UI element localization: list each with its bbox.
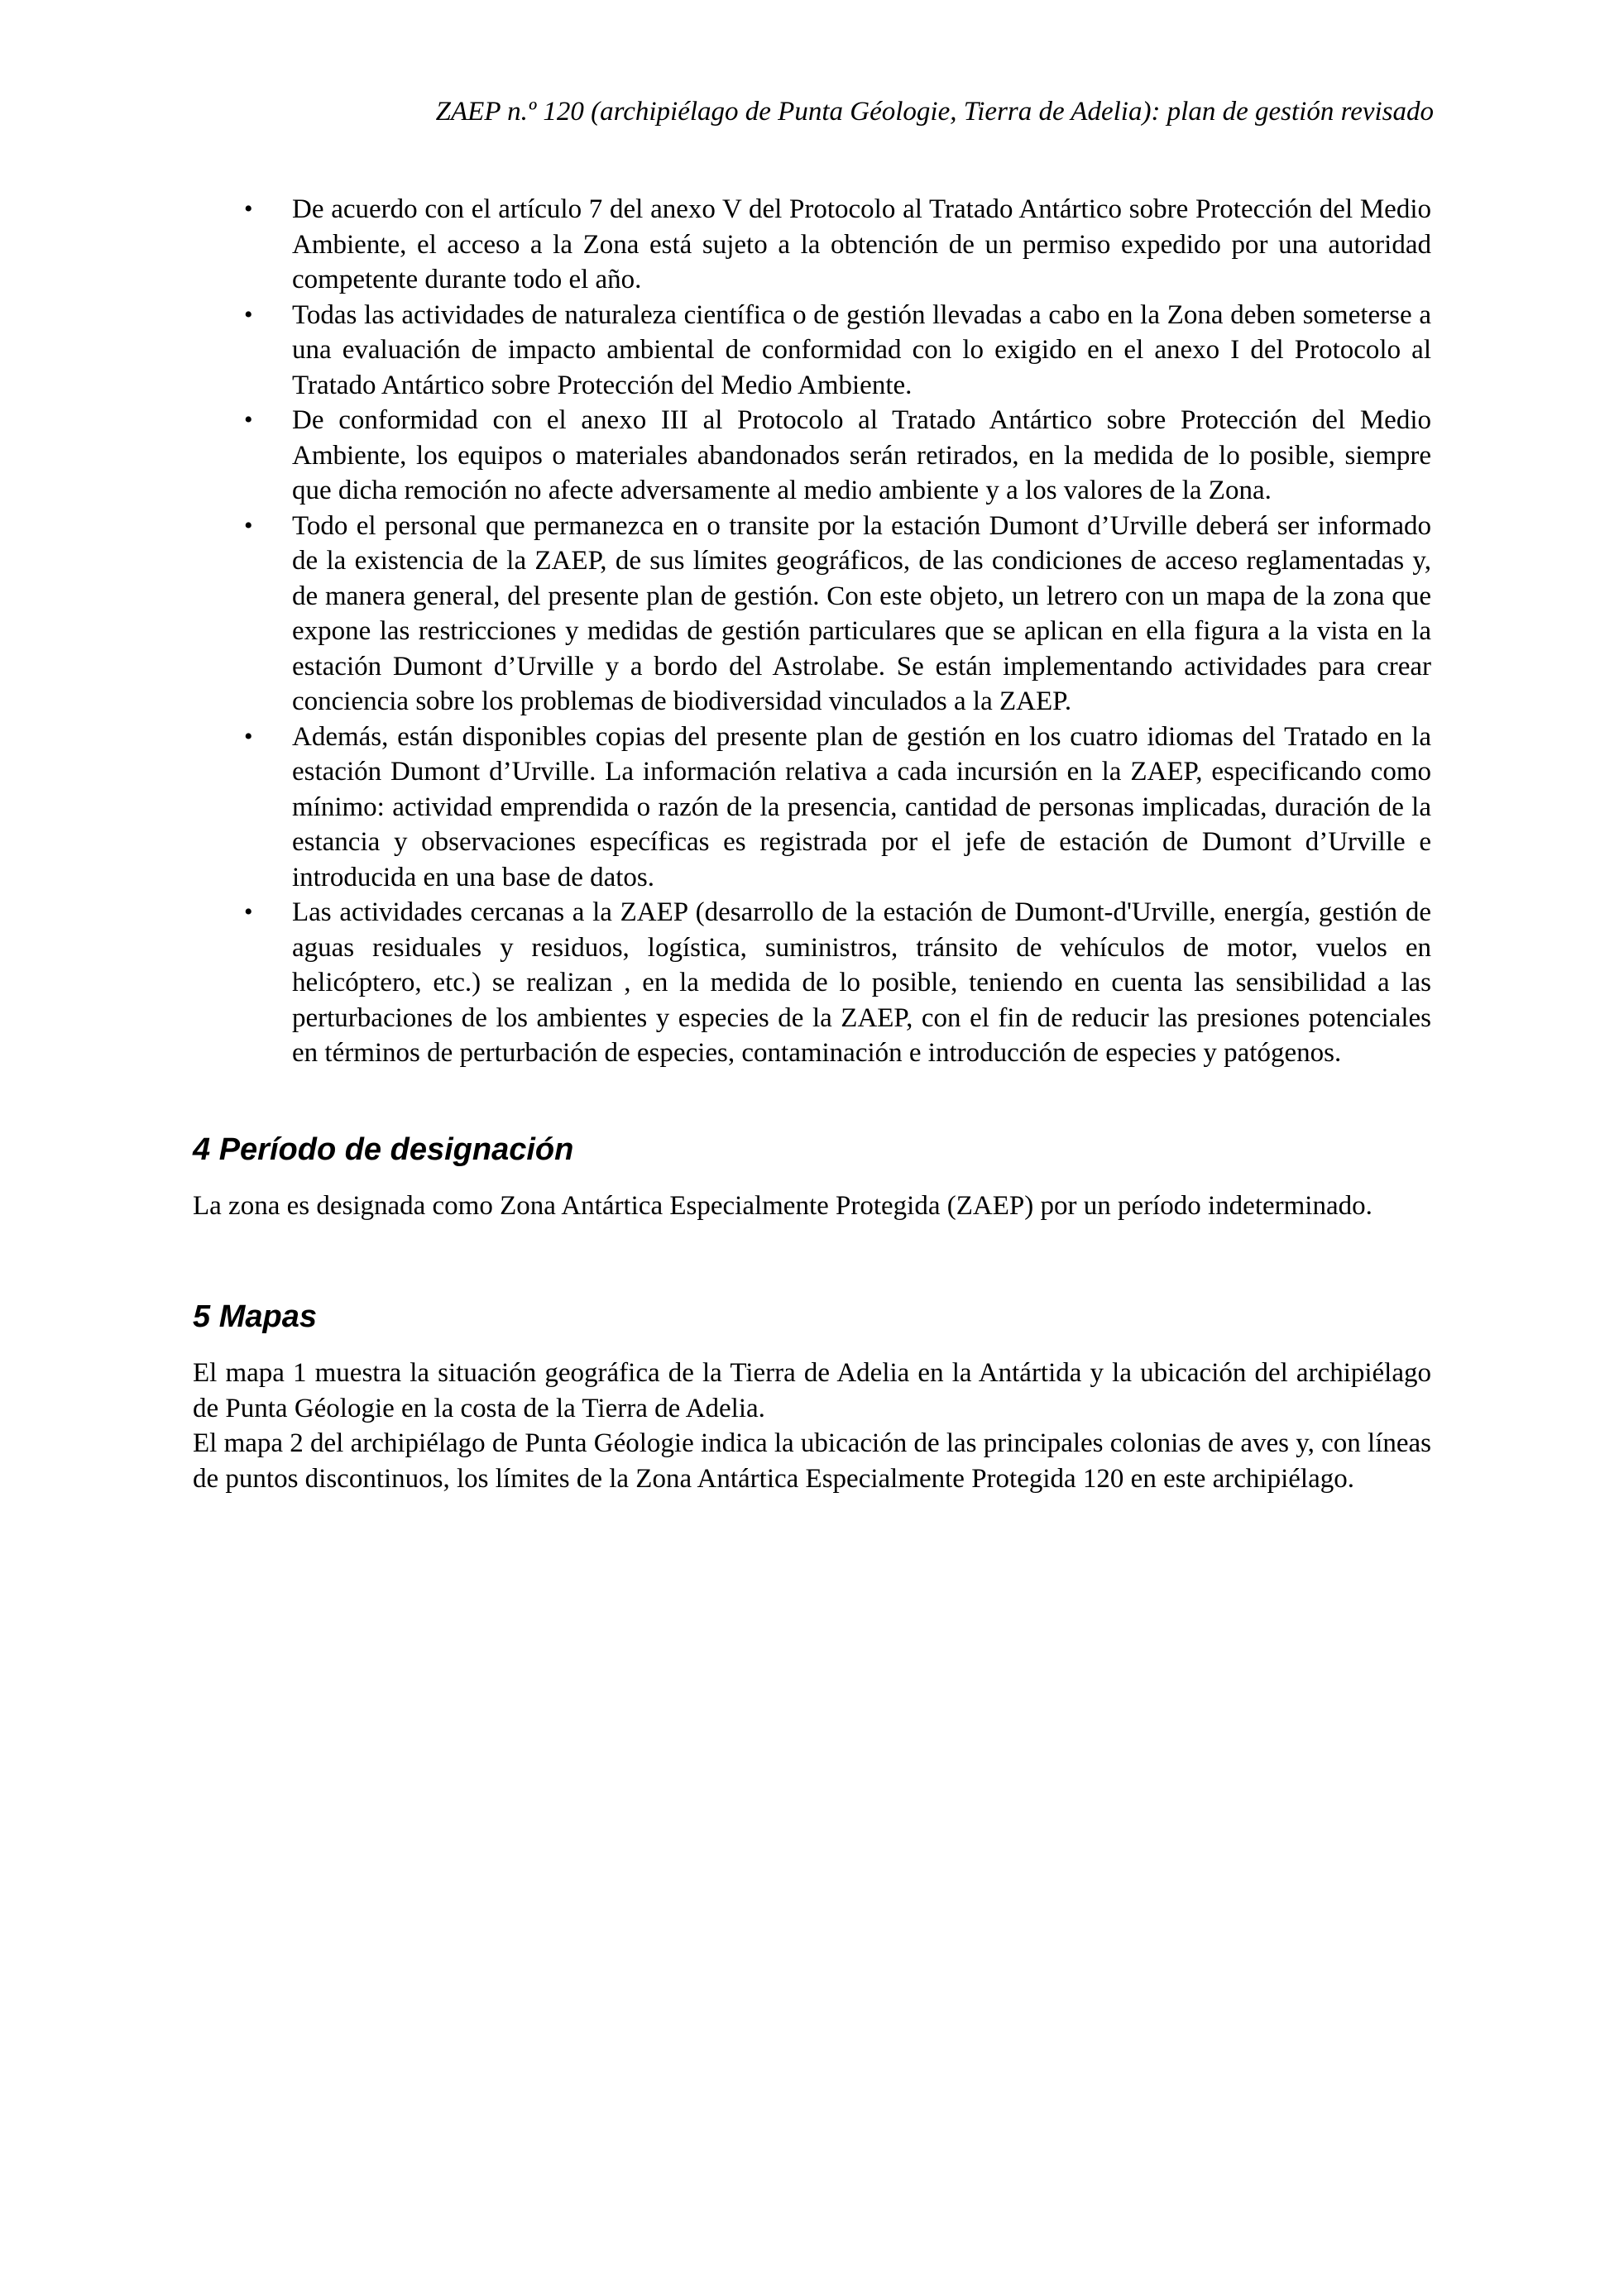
bullet-icon: • xyxy=(244,722,253,750)
list-item xyxy=(193,298,1431,404)
list-item xyxy=(193,720,1431,896)
list-item xyxy=(193,403,1431,509)
list-item-text: Todo el personal que permanezca en o transite por la estación Dumont d’Urville deberá ser informado de la existencia de la ZAEP, de sus límites geográficos, de las condiciones de acceso reglamentadas y, de manera general, del presente plan de gestión. Con este objeto, un letrero con un mapa de la zona que expone las restricciones y medidas de gestión particulares que se aplican en ella figura a la vista en la estación Dumont d’Urville y a bordo del Astrolabe. Se están implementando actividades para crear conciencia sobre los problemas de biodiversidad vinculados a la ZAEP. xyxy=(292,510,1431,716)
list-item-text: De acuerdo con el artículo 7 del anexo V del Protocolo al Tratado Antártico sobre Protección del Medio Ambiente, el acceso a la Zona está sujeto a la obtención de un permiso expedido por una autoridad competente durante todo el año. xyxy=(292,194,1431,294)
maps-paragraph-2: El mapa 2 del archipiélago de Punta Géologie indica la ubicación de las principales colonias de aves y, con líneas de puntos discontinuos, los límites de la Zona Antártica Especialmente Protegida 120 en este archipiélago. xyxy=(193,1428,1432,1494)
bullet-icon: • xyxy=(244,511,253,539)
list-item xyxy=(193,192,1431,298)
designation-paragraph: La zona es designada como Zona Antártica Especialmente Protegida (ZAEP) por un período indeterminado. xyxy=(193,1190,1372,1221)
section-heading-maps: 5 Mapas xyxy=(193,1299,317,1334)
list-item-text: Además, están disponibles copias del presente plan de gestión en los cuatro idiomas del Tratado en la estación Dumont d’Urville. La información relativa a cada incursión en la ZAEP, especificando como mínimo: actividad emprendida o razón de la presencia, cantidad de personas implicadas, duración de la estancia y observaciones específicas es registrada por el jefe de estación de Dumont d’Urville e introducida en una base de datos. xyxy=(292,721,1431,892)
running-header: ZAEP n.º 120 (archipiélago de Punta Géologie, Tierra de Adelia): plan de gestión revisado xyxy=(435,97,1434,127)
bullet-icon: • xyxy=(244,406,253,433)
bullet-icon: • xyxy=(244,898,253,926)
document-body xyxy=(193,192,1431,1496)
maps-paragraph-1: El mapa 1 muestra la situación geográfica de la Tierra de Adelia en la Antártida y la ubicación del archipiélago de Punta Géologie en la costa de la Tierra de Adelia. xyxy=(193,1358,1431,1423)
list-item xyxy=(193,895,1431,1071)
list-item-text: De conformidad con el anexo III al Protocolo al Tratado Antártico sobre Protección del Medio Ambiente, los equipos o materiales abandonados serán retirados, en la medida de lo posible, siempre que dicha remoción no afecte adversamente al medio ambiente y a los valores de la Zona. xyxy=(292,405,1431,505)
list-item xyxy=(193,509,1431,720)
list-item-text: Todas las actividades de naturaleza científica o de gestión llevadas a cabo en la Zona deben someterse a una evaluación de impacto ambiental de conformidad con lo exigido en el anexo I del Protocolo al Tratado Antártico sobre Protección del Medio Ambiente. xyxy=(292,299,1431,400)
bullet-list xyxy=(193,192,1431,1071)
list-item-text: Las actividades cercanas a la ZAEP (desarrollo de la estación de Dumont-d'Urville, energía, gestión de aguas residuales y residuos, logística, suministros, tránsito de vehículos de motor, vuelos en helicóptero, etc.) se realizan , en la medida de lo posible, teniendo en cuenta las sensibilidad a las perturbaciones de los ambientes y especies de la ZAEP, con el fin de reducir las presiones potenciales en términos de perturbación de especies, contaminación e introducción de especies y patógenos. xyxy=(292,897,1431,1068)
section-heading-designation-period: 4 Período de designación xyxy=(193,1131,574,1167)
bullet-icon: • xyxy=(244,300,253,328)
bullet-icon: • xyxy=(244,195,253,222)
